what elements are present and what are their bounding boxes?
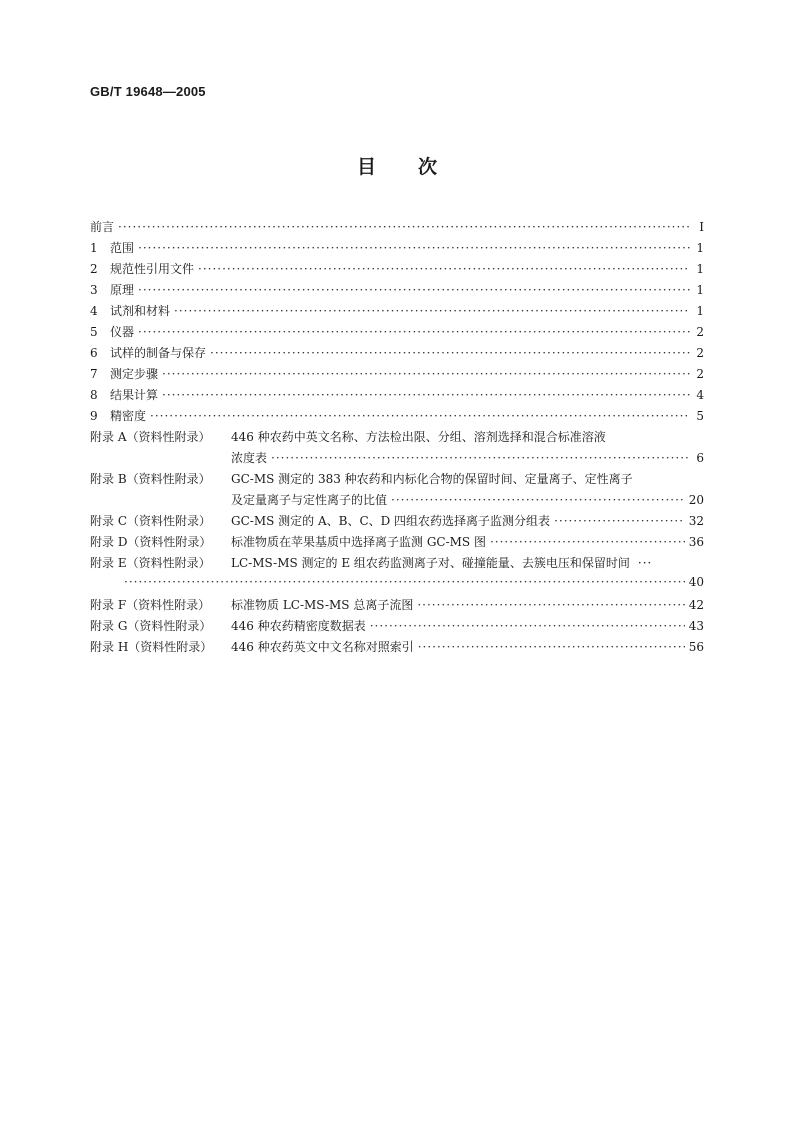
leader-dots xyxy=(370,619,685,633)
toc-entry-appendix-b-cont[interactable] xyxy=(90,491,704,512)
appendix-title: 446 种农药精密度数据表 xyxy=(231,619,366,633)
toc-page: 1 xyxy=(696,241,704,255)
toc-label: 原理 xyxy=(110,283,135,297)
toc-number: 1 xyxy=(90,241,98,255)
toc-label: 前言 xyxy=(90,220,115,234)
toc-entry-appendix-a[interactable] xyxy=(90,428,704,449)
appendix-title: LC-MS-MS 测定的 E 组农药监测离子对、碰撞能量、去簇电压和保留时间 xyxy=(231,556,630,570)
toc-entry-section-2[interactable] xyxy=(90,260,704,281)
title-char-1: 目 xyxy=(356,156,376,178)
toc-entry-appendix-g[interactable] xyxy=(90,617,704,638)
toc-label: 试样的制备与保存 xyxy=(110,346,207,360)
toc-label: 精密度 xyxy=(110,409,147,423)
appendix-tag: 附录 G（资料性附录） xyxy=(90,619,212,633)
toc-entry-appendix-d[interactable] xyxy=(90,533,704,554)
toc-label: 结果计算 xyxy=(110,388,159,402)
toc-page: 5 xyxy=(696,409,704,423)
toc-page: 2 xyxy=(696,367,704,381)
appendix-title: 标准物质在苹果基质中选择离子监测 GC-MS 图 xyxy=(231,535,486,549)
appendix-title-cont: 浓度表 xyxy=(231,451,268,465)
toc-entry-appendix-f[interactable] xyxy=(90,596,704,617)
toc-entry-appendix-e-cont[interactable] xyxy=(90,575,704,596)
leader-dots xyxy=(162,388,690,402)
leader-dots xyxy=(138,283,690,297)
toc-page: 2 xyxy=(696,346,704,360)
toc-number: 9 xyxy=(90,409,98,423)
leader-dots xyxy=(174,304,690,318)
toc-entry-section-9[interactable] xyxy=(90,407,704,428)
page-title xyxy=(0,152,794,179)
toc-page: 42 xyxy=(688,598,704,612)
leader-dots xyxy=(124,575,685,589)
toc-page: 1 xyxy=(696,283,704,297)
toc-label: 范围 xyxy=(110,241,135,255)
toc-number: 3 xyxy=(90,283,98,297)
leader-dots xyxy=(198,262,690,276)
leader-dots xyxy=(490,535,685,549)
appendix-title: 446 种农药中英文名称、方法检出限、分组、溶剂选择和混合标准溶液 xyxy=(231,430,606,444)
appendix-tag: 附录 F（资料性附录） xyxy=(90,598,211,612)
appendix-title: 标准物质 LC-MS-MS 总离子流图 xyxy=(231,598,414,612)
leader-dots xyxy=(271,451,690,465)
appendix-title: GC-MS 测定的 A、B、C、D 四组农药选择离子监测分组表 xyxy=(231,514,551,528)
appendix-title-cont: 及定量离子与定性离子的比值 xyxy=(231,493,388,507)
appendix-tag: 附录 D（资料性附录） xyxy=(90,535,212,549)
toc-number: 8 xyxy=(90,388,98,402)
toc-page: 43 xyxy=(688,619,704,633)
toc-entry-appendix-b[interactable] xyxy=(90,470,704,491)
toc-entry-section-8[interactable] xyxy=(90,386,704,407)
appendix-title: GC-MS 测定的 383 种农药和内标化合物的保留时间、定量离子、定性离子 xyxy=(231,472,633,486)
toc-entry-section-5[interactable] xyxy=(90,323,704,344)
leader-dots xyxy=(554,514,685,528)
toc-number: 5 xyxy=(90,325,98,339)
table-of-contents xyxy=(90,218,704,659)
leader-dots xyxy=(138,325,690,339)
toc-entry-appendix-c[interactable] xyxy=(90,512,704,533)
toc-page: 40 xyxy=(688,575,704,589)
toc-page: 4 xyxy=(696,388,704,402)
toc-label: 规范性引用文件 xyxy=(110,262,195,276)
leader-dots xyxy=(418,640,685,654)
toc-number: 2 xyxy=(90,262,98,276)
title-ellipsis: ··· xyxy=(637,556,653,570)
toc-page: 1 xyxy=(696,262,704,276)
appendix-tag: 附录 A（资料性附录） xyxy=(90,430,211,444)
leader-dots xyxy=(118,220,690,234)
toc-entry-section-4[interactable] xyxy=(90,302,704,323)
appendix-tag: 附录 E（资料性附录） xyxy=(90,556,211,570)
toc-page: 36 xyxy=(688,535,704,549)
toc-entry-foreword[interactable] xyxy=(90,218,704,239)
leader-dots xyxy=(391,493,685,507)
appendix-title: 446 种农药英文中文名称对照索引 xyxy=(231,640,414,654)
toc-label: 仪器 xyxy=(110,325,135,339)
toc-page: 2 xyxy=(696,325,704,339)
leader-dots xyxy=(138,241,690,255)
appendix-tag: 附录 H（资料性附录） xyxy=(90,640,213,654)
toc-entry-section-7[interactable] xyxy=(90,365,704,386)
standard-code: GB/T 19648—2005 xyxy=(90,84,206,99)
toc-page: 32 xyxy=(688,514,704,528)
title-char-2: 次 xyxy=(418,156,438,178)
toc-page: 56 xyxy=(688,640,704,654)
toc-number: 7 xyxy=(90,367,98,381)
leader-dots xyxy=(162,367,690,381)
toc-entry-section-6[interactable] xyxy=(90,344,704,365)
toc-entry-section-1[interactable] xyxy=(90,239,704,260)
toc-page: I xyxy=(699,220,704,234)
toc-number: 6 xyxy=(90,346,98,360)
toc-number: 4 xyxy=(90,304,98,318)
toc-entry-appendix-h[interactable] xyxy=(90,638,704,659)
toc-entry-appendix-e[interactable] xyxy=(90,554,704,575)
toc-label: 试剂和材料 xyxy=(110,304,171,318)
toc-label: 测定步骤 xyxy=(110,367,159,381)
toc-page: 6 xyxy=(696,451,704,465)
appendix-tag: 附录 C（资料性附录） xyxy=(90,514,211,528)
toc-entry-appendix-a-cont[interactable] xyxy=(90,449,704,470)
appendix-tag: 附录 B（资料性附录） xyxy=(90,472,211,486)
leader-dots xyxy=(417,598,684,612)
toc-page: 20 xyxy=(688,493,704,507)
toc-entry-section-3[interactable] xyxy=(90,281,704,302)
leader-dots xyxy=(210,346,690,360)
toc-page: 1 xyxy=(696,304,704,318)
leader-dots xyxy=(150,409,690,423)
